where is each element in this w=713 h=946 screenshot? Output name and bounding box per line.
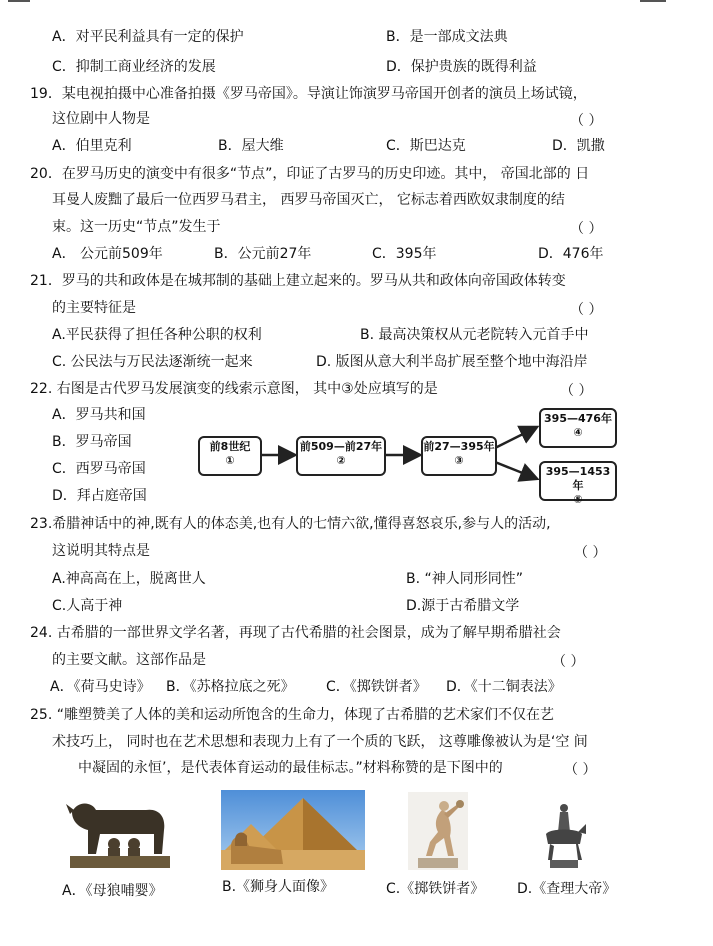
q22-stem: 22. 右图是古代罗马发展演变的线索示意图， 其中③处应填写的是 bbox=[30, 381, 438, 397]
timeline-box-2 bbox=[296, 436, 386, 476]
q25-stem-line2: 术技巧上， 同时也在艺术思想和表现力上有了一个质的飞跃， 这尊雕像被认为是‘空 间 bbox=[52, 734, 588, 750]
q19-answer-paren[interactable]: （ ） bbox=[570, 113, 603, 129]
q18-option-b[interactable]: B．是一部成文法典 bbox=[386, 29, 508, 45]
q23-option-b[interactable]: B. “神人同形同性” bbox=[406, 571, 524, 587]
q24-answer-paren[interactable]: （ ） bbox=[552, 654, 585, 670]
q18-option-c[interactable]: C．抑制工商业经济的发展 bbox=[52, 59, 216, 75]
q18-option-d[interactable]: D．保护贵族的既得利益 bbox=[386, 59, 537, 75]
timeline-box-2-date: 前509—前27年 bbox=[299, 440, 383, 453]
q22-option-a[interactable]: A．罗马共和国 bbox=[52, 407, 146, 423]
q22-option-b[interactable]: B．罗马帝国 bbox=[52, 434, 132, 450]
timeline-box-4-date: 395—476年 bbox=[544, 412, 612, 425]
q21-option-b[interactable]: B. 最高决策权从元老院转入元首手中 bbox=[360, 327, 589, 343]
timeline-box-1-mark: ① bbox=[225, 454, 235, 467]
q20-stem-line1: 20．在罗马历史的演变中有很多“节点”，印证了古罗马的历史印迹。其中， 帝国北部的 日 bbox=[30, 166, 590, 182]
she-wolf-statue-image[interactable] bbox=[56, 790, 178, 870]
q25-answer-paren[interactable]: （ ） bbox=[564, 762, 597, 778]
arrow-3-5 bbox=[495, 462, 535, 478]
q21-option-a[interactable]: A.平民获得了担任各种公职的权利 bbox=[52, 327, 262, 343]
q22-option-c[interactable]: C．西罗马帝国 bbox=[52, 461, 146, 477]
q21-answer-paren[interactable]: （ ） bbox=[570, 302, 603, 318]
arrow-3-4 bbox=[495, 428, 535, 448]
q19-stem-line1: 19．某电视拍摄中心准备拍摄《罗马帝国》。导演让饰演罗马帝国开创者的演员上场试镜， bbox=[30, 86, 587, 102]
timeline-box-3-mark: ③ bbox=[454, 454, 464, 467]
q24-option-b[interactable]: B．《苏格拉底之死》 bbox=[166, 679, 295, 695]
q21-option-c[interactable]: C. 公民法与万民法逐渐统一起来 bbox=[52, 354, 253, 370]
q22-answer-paren[interactable]: （ ） bbox=[560, 383, 593, 399]
q19-option-c[interactable]: C．斯巴达克 bbox=[386, 138, 466, 154]
q25-option-c[interactable]: C.《掷铁饼者》 bbox=[386, 881, 485, 897]
q25-stem-line1: 25. “雕塑赞美了人体的美和运动所饱含的生命力，体现了古希腊的艺术家们不仅在艺 bbox=[30, 707, 554, 723]
q20-stem-line2: 耳曼人废黜了最后一位西罗马君主， 西罗马帝国灭亡， 它标志着西欧奴隶制度的结 bbox=[52, 192, 565, 208]
charlemagne-statue-image[interactable] bbox=[538, 798, 590, 872]
timeline-box-5-mark: ⑤ bbox=[573, 493, 583, 506]
q21-stem-line2: 的主要特征是 bbox=[52, 300, 136, 316]
q24-option-d[interactable]: D．《十二铜表法》 bbox=[446, 679, 562, 695]
timeline-box-3 bbox=[421, 436, 497, 476]
timeline-box-3-date: 前27—395年 bbox=[423, 440, 495, 453]
q25-option-a[interactable]: A．《母狼哺婴》 bbox=[62, 883, 163, 899]
q22-option-d[interactable]: D．拜占庭帝国 bbox=[52, 488, 147, 504]
q25-option-d[interactable]: D.《查理大帝》 bbox=[517, 881, 617, 897]
q23-option-c[interactable]: C.人高于神 bbox=[52, 598, 123, 614]
timeline-box-5 bbox=[539, 461, 617, 506]
timeline-box-1-date: 前8世纪 bbox=[209, 440, 251, 453]
discobolus-statue-image[interactable] bbox=[408, 792, 468, 870]
sphinx-pyramid-image[interactable] bbox=[221, 790, 365, 870]
q21-stem-line1: 21．罗马的共和政体是在城邦制的基础上建立起来的。罗马从共和政体向帝国政体转变 bbox=[30, 273, 566, 289]
q20-option-a[interactable]: A． 公元前509年 bbox=[52, 246, 163, 262]
q20-stem-line3: 束。这一历史“节点”发生于 bbox=[52, 219, 221, 235]
q23-option-a[interactable]: A.神高高在上，脱离世人 bbox=[52, 571, 206, 587]
q20-answer-paren[interactable]: （ ） bbox=[570, 221, 603, 237]
q20-option-d[interactable]: D．476年 bbox=[538, 246, 604, 262]
q23-stem-line1: 23.希腊神话中的神,既有人的体态美,也有人的七情六欲,懂得喜怒哀乐,参与人的活动, bbox=[30, 516, 551, 532]
timeline-box-4 bbox=[539, 408, 617, 448]
timeline-box-2-mark: ② bbox=[336, 454, 346, 467]
q19-stem-line2: 这位剧中人物是 bbox=[52, 111, 150, 127]
q19-option-b[interactable]: B．屋大维 bbox=[218, 138, 284, 154]
q25-stem-line3: 中凝固的永恒’，是代表体育运动的最佳标志。”材料称赞的是下图中的 bbox=[78, 760, 503, 776]
timeline-box-4-mark: ④ bbox=[573, 426, 583, 439]
timeline-box-1 bbox=[198, 436, 262, 476]
q24-stem-line2: 的主要文献。这部作品是 bbox=[52, 652, 206, 668]
q19-option-d[interactable]: D．凯撒 bbox=[552, 138, 605, 154]
q24-stem-line1: 24. 古希腊的一部世界文学名著，再现了古代希腊的社会图景，成为了解早期希腊社会 bbox=[30, 625, 561, 641]
q20-option-b[interactable]: B．公元前27年 bbox=[214, 246, 312, 262]
q20-option-c[interactable]: C．395年 bbox=[372, 246, 437, 262]
q24-option-a[interactable]: A．《荷马史诗》 bbox=[50, 679, 151, 695]
q25-option-b[interactable]: B.《狮身人面像》 bbox=[222, 879, 335, 895]
timeline-box-5-date: 395—1453年 bbox=[545, 465, 611, 492]
q24-option-c[interactable]: C．《掷铁饼者》 bbox=[326, 679, 427, 695]
q23-option-d[interactable]: D.源于古希腊文学 bbox=[406, 598, 520, 614]
q19-option-a[interactable]: A．伯里克利 bbox=[52, 138, 132, 154]
q23-answer-paren[interactable]: （ ） bbox=[574, 545, 607, 561]
q21-option-d[interactable]: D. 版图从意大利半岛扩展至整个地中海沿岸 bbox=[316, 354, 588, 370]
q18-option-a[interactable]: A．对平民利益具有一定的保护 bbox=[52, 29, 244, 45]
q23-stem-line2: 这说明其特点是 bbox=[52, 543, 150, 559]
